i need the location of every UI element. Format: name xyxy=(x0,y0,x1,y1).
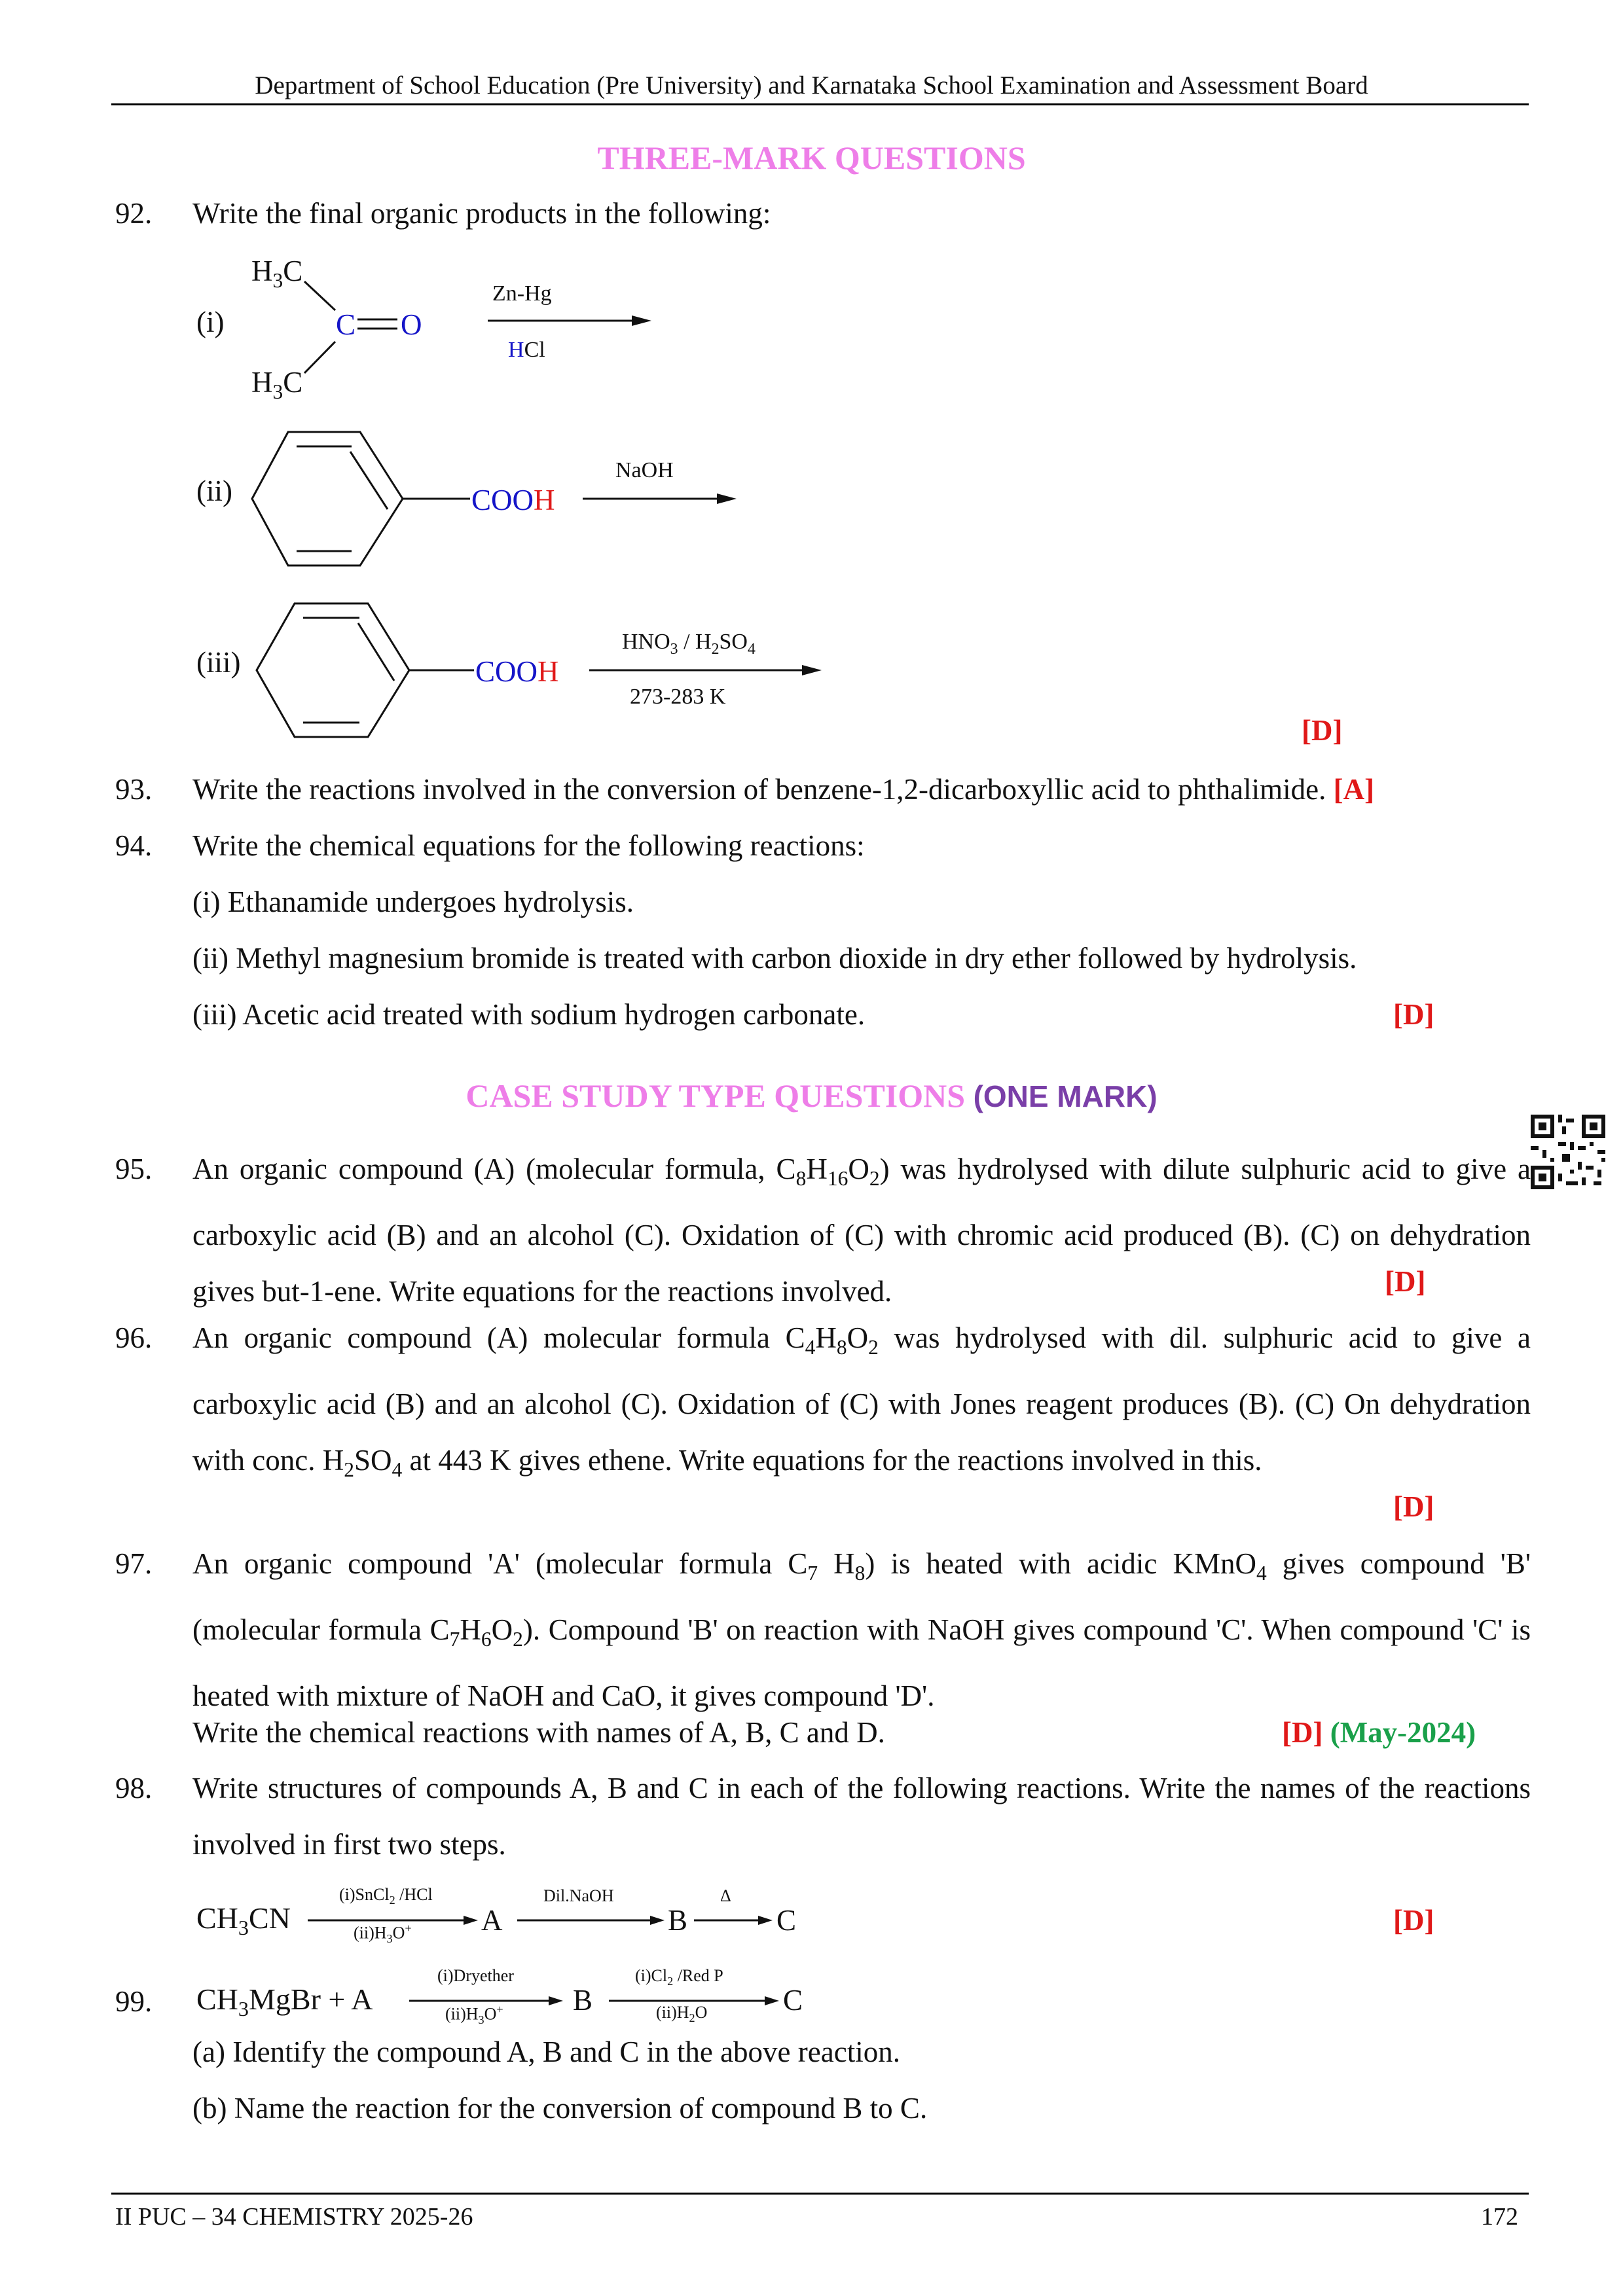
carboxyl-group: COOH xyxy=(471,484,555,516)
arrow-head xyxy=(717,493,737,504)
difficulty-tag: [D] xyxy=(1385,1265,1426,1298)
arrow-head xyxy=(632,315,651,326)
difficulty-tag: [D] xyxy=(1393,1904,1434,1937)
bond-upper xyxy=(304,281,335,310)
reagent-zn-hg: Zn-Hg xyxy=(492,281,552,306)
question-number: 95. xyxy=(115,1153,153,1185)
section-title-case-study: CASE STUDY TYPE QUESTIONS (ONE MARK) xyxy=(465,1077,1158,1114)
question-94-item: (i) Ethanamide undergoes hydrolysis. xyxy=(192,886,634,918)
product-b: B xyxy=(573,1984,593,2017)
part-label: (i) xyxy=(196,306,225,338)
page-header: Department of School Education (Pre University) and Karnataka School Examination and Assessment Board xyxy=(255,71,1368,99)
product-b: B xyxy=(668,1904,688,1937)
carboxyl-group: COOH xyxy=(475,655,559,688)
question-97-tags: [D] (May-2024) xyxy=(1282,1716,1476,1749)
reactant-ch3cn: $CH_3CN$ xyxy=(196,1901,291,1940)
part-label: (iii) xyxy=(196,646,241,679)
question-94-item: (ii) Methyl magnesium bromide is treated with carbon dioxide in dry ether followed by hydrolysis. xyxy=(192,942,1357,975)
reagent-temperature: 273-283 K xyxy=(630,685,726,709)
question-number: 99. xyxy=(115,1985,153,2018)
reagent-hcl: HCl xyxy=(508,338,545,362)
methyl-top: $H_3C$ xyxy=(251,255,303,292)
question-number: 93. xyxy=(115,773,153,806)
question-94-item: (iii) Acetic acid treated with sodium hydrogen carbonate. xyxy=(192,998,866,1031)
question-99-item: (b) Name the reaction for the conversion of compound B to C. xyxy=(192,2092,928,2125)
reagent-dry-ether: (i)Dryether xyxy=(437,1966,514,1985)
arrow-head xyxy=(464,1916,478,1925)
footer-rule xyxy=(111,2193,1529,2195)
reactant-grignard: $CH_3MgBr + A$ xyxy=(196,1982,373,2021)
question-94-text: Write the chemical equations for the following reactions: xyxy=(192,829,865,862)
bond-lower xyxy=(304,342,335,373)
ring-double-bond xyxy=(350,452,388,509)
question-97-line2: Write the chemical reactions with names of A, B, C and D. xyxy=(192,1716,885,1749)
arrow-head xyxy=(549,1996,563,2005)
question-number: 98. xyxy=(115,1772,153,1804)
question-95-text: An organic compound (A) (molecular formula, $C_8H_{16}O_2$) was hydrolysed with dilute sulphuric acid to give a carboxylic acid (B) and an alcohol (C). Oxidation of (C) with chromic acid produced (B). (C) on dehydration gives but-1-ene. Write equations for the reactions involved. xyxy=(192,1153,1531,1308)
reagent-heat: Δ xyxy=(720,1886,731,1905)
product-c: C xyxy=(776,1904,797,1937)
question-number: 96. xyxy=(115,1321,153,1354)
difficulty-tag: [D] xyxy=(1393,1490,1434,1523)
question-97-text: An organic compound 'A' (molecular formula $C_7$ $H_8$) is heated with acidic KMnO$_4$ gives compound 'B' (molecular formula $C_7H_6O_2$). Compound 'B' on reaction with NaOH gives compound 'C'. When compound 'C' is heated with mixture of NaOH and CaO, it gives compound 'D'. xyxy=(192,1547,1531,1712)
carbonyl-oxygen: O xyxy=(401,308,422,341)
methyl-bottom: $H_3C$ xyxy=(251,366,303,403)
question-92-text: Write the final organic products in the following: xyxy=(192,197,771,230)
product-a: A xyxy=(481,1904,503,1937)
question-98-text: Write structures of compounds A, B and C in each of the following reactions. Write the names of the reactions involved in first two steps. xyxy=(192,1772,1531,1861)
benzene-ring xyxy=(257,603,409,737)
reagent-sncl2: (i)SnCl$_2$ /HCl xyxy=(339,1885,433,1907)
part-label: (ii) xyxy=(196,475,232,507)
arrow-head xyxy=(802,665,822,675)
ring-double-bond xyxy=(358,623,394,681)
question-96-text: An organic compound (A) molecular formula $C_4H_8O_2$ was hydrolysed with dil. sulphuric acid to give a carboxylic acid (B) and an alcohol (C). Oxidation of (C) with Jones reagent produces (B). (C) On dehydration with conc. $H_2SO_4$ at 443 K gives ethene. Write equations for the reactions involved in this. xyxy=(192,1321,1531,1481)
difficulty-tag: [D] xyxy=(1393,998,1434,1031)
question-93-text: Write the reactions involved in the conversion of benzene-1,2-dicarboxyllic acid to phthalimide. [A] xyxy=(192,773,1375,806)
reagent-naoh: NaOH xyxy=(615,458,674,482)
qr-code xyxy=(1529,1113,1607,1191)
reagent-h3o: $(ii)H_3O^+$ xyxy=(354,1922,412,1945)
question-number: 94. xyxy=(115,829,153,862)
reagent-h2o: $(ii)H_2O$ xyxy=(656,2003,708,2025)
footer-title: II PUC – 34 CHEMISTRY 2025-26 xyxy=(115,2203,473,2231)
carbonyl-carbon: C xyxy=(336,308,356,341)
question-number: 92. xyxy=(115,197,153,230)
arrow-head xyxy=(765,1996,779,2005)
question-number: 97. xyxy=(115,1547,153,1580)
difficulty-tag: [D] xyxy=(1302,714,1343,747)
product-c: C xyxy=(783,1984,803,2017)
arrow-head xyxy=(650,1916,665,1925)
reagent-nitrating-mixture: $HNO_3 / H_2SO_4$ xyxy=(622,630,756,658)
reagent-cl2-red-p: $(i)Cl_2$ /Red P xyxy=(635,1966,723,1988)
reagent-dil-naoh: Dil.NaOH xyxy=(543,1886,614,1905)
question-99-item: (a) Identify the compound A, B and C in the above reaction. xyxy=(192,2036,900,2068)
arrow-head xyxy=(758,1916,773,1925)
reagent-h3o: $(ii)H_3O^+$ xyxy=(445,2003,503,2026)
section-title-three-mark: THREE-MARK QUESTIONS xyxy=(597,139,1026,176)
page-number: 172 xyxy=(1481,2203,1518,2231)
